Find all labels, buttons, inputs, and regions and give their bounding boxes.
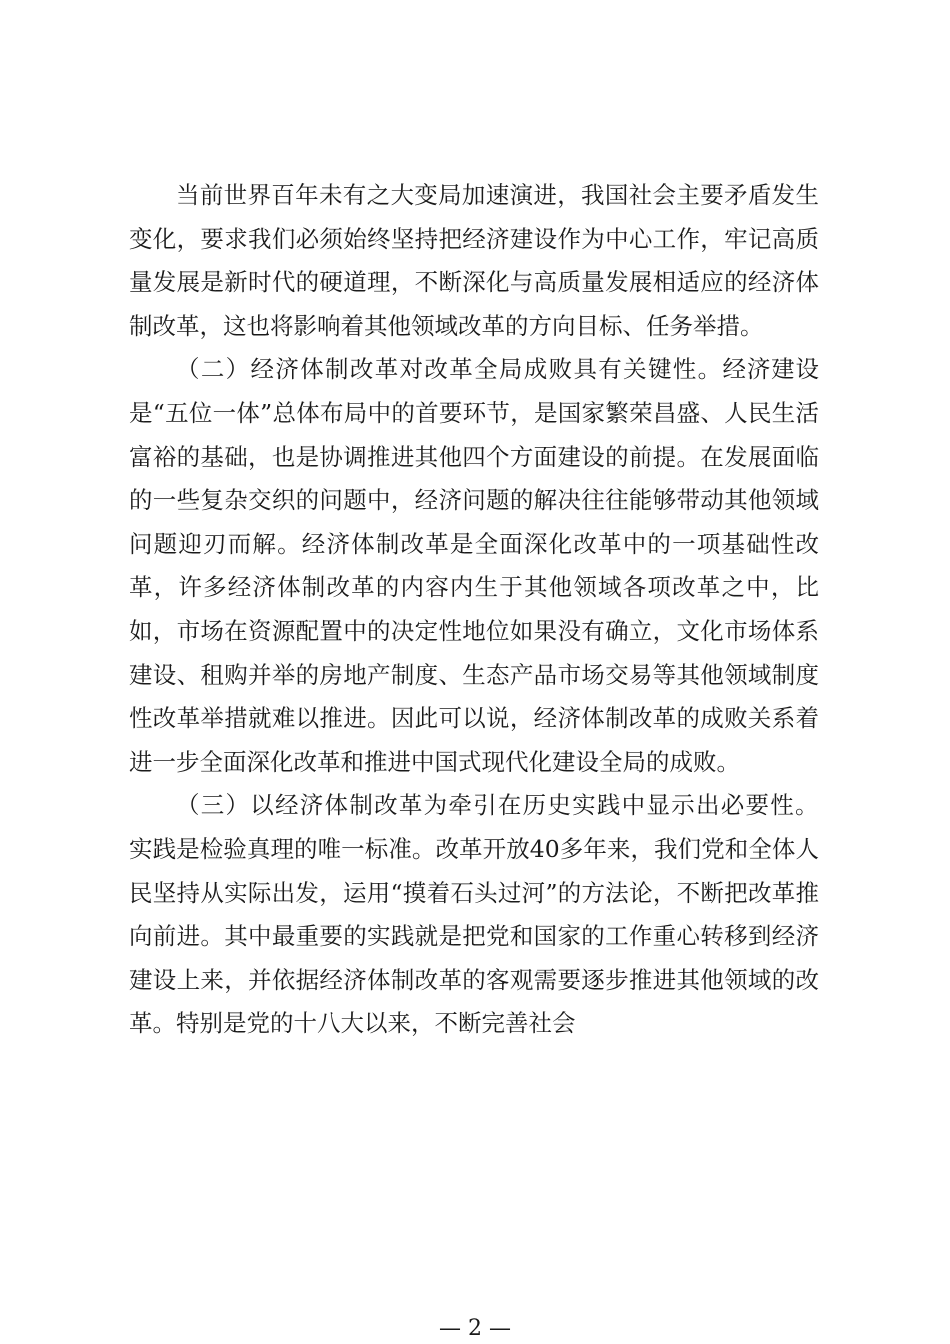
paragraph-2-text: 经济建设是“五位一体”总体布局中的首要环节，是国家繁荣昌盛、人民生活富裕的基础，也是协调推进其他四个方面建设的前提。在发展面临的一些复杂交织的问题中，经济问题的解决往往能够带动其他领域问题迎刃而解。经济体制改革是全面深化改革中的一项基础性改革，许多经济体制改革的内容内生于其他领域各项改革之中，比如，市场在资源配置中的决定性地位如果没有确立，文化市场体系建设、租购并举的房地产制度、生态产品市场交易等其他领域制度性改革举措就难以推进。因此可以说，经济体制改革的成败关系着进一步全面深化改革和推进中国式现代化建设全局的成败。 xyxy=(129,355,820,776)
paragraph-1-text: 当前世界百年未有之大变局加速演进，我国社会主要矛盾发生变化，要求我们必须始终坚持把经济建设作为中心工作，牢记高质量发展是新时代的硬道理，不断深化与高质量发展相适应的经济体制改革，这也将影响着其他领域改革的方向目标、任务举措。 xyxy=(129,181,819,340)
paragraph-3-heading: （三）以经济体制改革为牵引在历史实践中显示出必要性。 xyxy=(176,791,819,820)
paragraph-3 xyxy=(129,784,819,1046)
body-text xyxy=(129,174,819,1046)
page-number: — 2 — xyxy=(439,1316,511,1341)
paragraph-2 xyxy=(129,348,819,784)
paragraph-2-heading: （二）经济体制改革对改革全局成败具有关键性。 xyxy=(176,355,723,384)
paragraph-1 xyxy=(129,174,819,348)
paragraph-3-text: 实践是检验真理的唯一标准。改革开放40多年来，我们党和全体人民坚持从实际出发，运用“摸着石头过河”的方法论，不断把改革推向前进。其中最重要的实践就是把党和国家的工作重心转移到经济建设上来，并依据经济体制改革的客观需要逐步推进其他领域的改革。特别是党的十八大以来，不断完善社会 xyxy=(129,834,819,1038)
